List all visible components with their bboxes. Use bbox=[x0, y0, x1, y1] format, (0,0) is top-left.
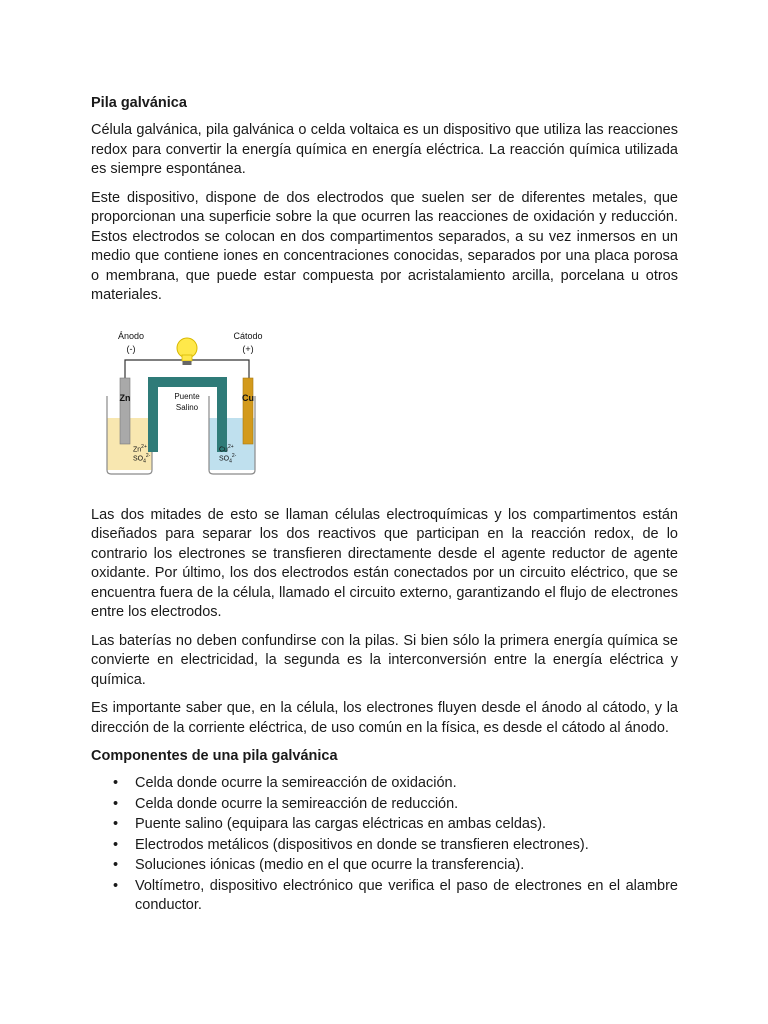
bullet-icon: • bbox=[113, 775, 119, 791]
list-item: • Celda donde ocurre la semireacción de oxidación. bbox=[91, 774, 678, 794]
right-ions-cu: $Cu^{2+}$ bbox=[219, 443, 234, 453]
salt-bridge-label-2: Salino bbox=[175, 402, 199, 412]
list-item: • Puente salino (equipara las cargas eléctricas en ambas celdas). bbox=[91, 815, 678, 835]
list-item: • Celda donde ocurre la semireacción de reducción. bbox=[91, 795, 678, 815]
document-page bbox=[91, 88, 678, 917]
section-title-componentes: Componentes de una pila galvánica bbox=[91, 748, 338, 764]
zinc-electrode bbox=[120, 378, 130, 444]
cathode-label: Cátodo bbox=[233, 330, 263, 341]
bullet-icon: • bbox=[113, 795, 119, 812]
paragraph-intro: Célula galvánica, pila galvánica o celda voltaica es un dispositivo que utiliza las reacciones redox para convertir la energía química en energía eléctrica. La reacción química utilizada es siempre espontánea. bbox=[91, 122, 678, 177]
bullet-icon: • bbox=[113, 877, 119, 894]
list-item: • Electrodos metálicos (dispositivos en donde se transfieren electrones). bbox=[91, 836, 678, 856]
paragraph-batteries: Las baterías no deben confundirse con la pilas. Si bien sólo la primera energía química se convierte en electricidad, la segunda es la interconversión entre la energía eléctrica y química. bbox=[91, 632, 678, 688]
left-ions-zn: $Zn^{2+}$ bbox=[133, 443, 147, 453]
copper-electrode bbox=[243, 378, 253, 444]
anode-label: Ánodo bbox=[117, 330, 145, 341]
bullet-icon: • bbox=[113, 857, 119, 873]
list-item: • Soluciones iónicas (medio en el que ocurre la transferencia). bbox=[91, 856, 678, 876]
bullet-icon: • bbox=[113, 816, 119, 832]
section-title-pila-galvanica: Pila galvánica bbox=[91, 95, 187, 111]
left-ions-so4: $SO_4^{2-}$ bbox=[133, 452, 151, 465]
cathode-sign: (+) bbox=[242, 343, 254, 354]
bullet-icon: • bbox=[113, 836, 119, 853]
salt-bridge-label-1: Puente bbox=[174, 391, 200, 401]
paragraph-electrodes: Este dispositivo, dispone de dos electrodos que suelen ser de diferentes metales, que proporcionan una superficie sobre la que ocurren las reacciones de oxidación y reducción. Estos electrodos se colocan en dos compartimentos separados, a su vez inmersos en un medio que contiene iones en concentraciones conocidas, separados por una placa porosa o membrana, que puede estar compuesta por acristalamiento arcilla, porcelana u otros materiales. bbox=[91, 189, 678, 303]
right-ions-so4: $SO_4^{2-}$ bbox=[219, 452, 237, 465]
paragraph-half-cells: Las dos mitades de esto se llaman células electroquímicas y los compartimentos están diseñados para separar los dos reactivos que participan en la reacción redox, de lo contrario los electrones se transfieren directamente desde el agente reductor de agente oxidante. Por último, los dos electrodos están conectados por un circuito eléctrico, que se encuentra fuera de la célula, llamado el circuito externo, garantizando el flujo de electrones entre los electrodos. bbox=[91, 506, 678, 620]
list-item: • Voltímetro, dispositivo electrónico que verifica el paso de electrones en el alambre conductor. bbox=[113, 877, 678, 913]
zinc-symbol: Zn bbox=[119, 392, 131, 403]
light-bulb-icon bbox=[177, 338, 197, 365]
copper-symbol: Cu bbox=[242, 392, 254, 403]
galvanic-cell-diagram bbox=[95, 324, 285, 484]
paragraph-electron-flow: Es importante saber que, en la célula, los electrones fluyen desde el ánodo al cátodo, y la dirección de la corriente eléctrica, de uso común en la física, es desde el cátodo al ánodo. bbox=[91, 700, 678, 736]
anode-sign: (-) bbox=[126, 343, 136, 354]
components-list bbox=[91, 774, 678, 916]
